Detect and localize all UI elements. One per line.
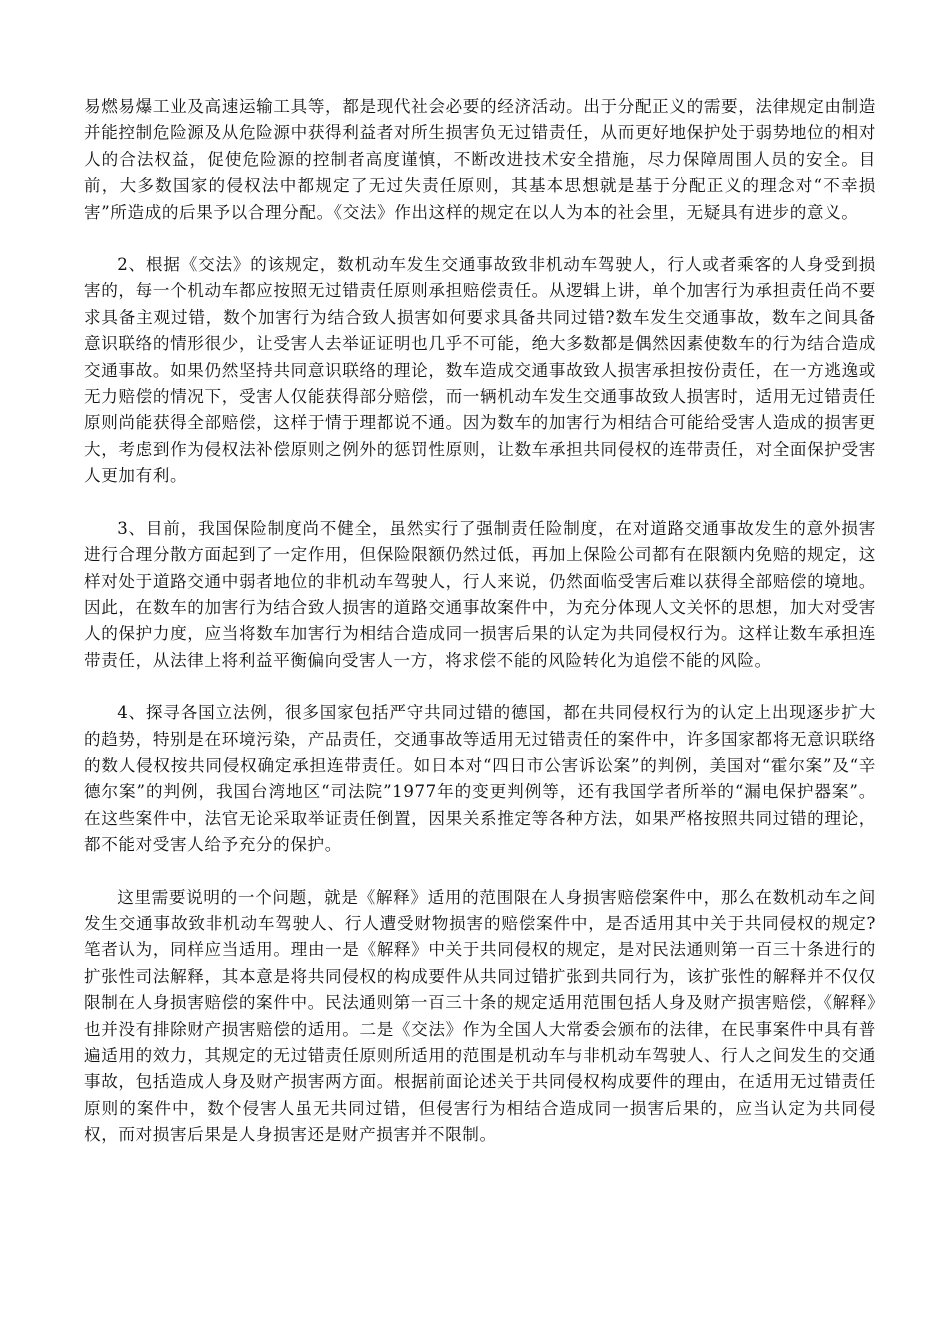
paragraph-continuation: 易燃易爆工业及高速运输工具等，都是现代社会必要的经济活动。出于分配正义的需要，法律规定由制造并能控制危险源及从危险源中获得利益者对所生损害负无过错责任，从而更好地保护处于弱势地位的相对人的合法权益，促使危险源的控制者高度谨慎，不断改进技术安全措施，尽力保障周围人员的安全。目前，大多数国家的侵权法中都规定了无过失责任原则，其基本思想就是基于分配正义的理念对“不幸损害”所造成的后果予以合理分配。《交法》作出这样的规定在以人为本的社会里，无疑具有进步的意义。 <box>84 97 876 222</box>
paragraph-point-3: 3、目前，我国保险制度尚不健全，虽然实行了强制责任险制度，在对道路交通事故发生的意外损害进行合理分散方面起到了一定作用，但保险限额仍然过低，再加上保险公司都有在限额内免赔的规定，这样对处于道路交通中弱者地位的非机动车驾驶人，行人来说，仍然面临受害后难以获得全部赔偿的境地。因此，在数车的加害行为结合致人损害的道路交通事故案件中，为充分体现人文关怀的思想，加大对受害人的保护力度，应当将数车加害行为相结合造成同一损害后果的认定为共同侵权行为。这样让数车承担连带责任，从法律上将利益平衡偏向受害人一方，将求偿不能的风险转化为追偿不能的风险。 <box>84 518 876 670</box>
paragraph-point-4: 4、探寻各国立法例，很多国家包括严守共同过错的德国，都在共同侵权行为的认定上出现逐步扩大的趋势，特别是在环境污染，产品责任，交通事故等适用无过错责任的案件中，许多国家都将无意识联络的数人侵权按共同侵权确定承担连带责任。如日本对“四日市公害诉讼案”的判例，美国对“霍尔案”及“辛德尔案”的判例，我国台湾地区“司法院”1977年的变更判例等，还有我国学者所举的“漏电保护器案”。在这些案件中，法官无论采取举证责任倒置，因果关系推定等各种方法，如果严格按照共同过错的理论，都不能对受害人给予充分的保护。 <box>84 703 876 855</box>
paragraph-scope-note: 这里需要说明的一个问题，就是《解释》适用的范围限在人身损害赔偿案件中，那么在数机动车之间发生交通事故致非机动车驾驶人、行人遭受财物损害的赔偿案件中，是否适用其中关于共同侵权的规定?笔者认为，同样应当适用。理由一是《解释》中关于共同侵权的规定，是对民法通则第一百三十条进行的扩张性司法解释，其本意是将共同侵权的构成要件从共同过错扩张到共同行为，该扩张性的解释并不仅仅限制在人身损害赔偿的案件中。民法通则第一百三十条的规定适用范围包括人身及财产损害赔偿，《解释》也并没有排除财产损害赔偿的适用。二是《交法》作为全国人大常委会颁布的法律，在民事案件中具有普遍适用的效力，其规定的无过错责任原则所适用的范围是机动车与非机动车驾驶人、行人之间发生的交通事故，包括造成人身及财产损害两方面。根据前面论述关于共同侵权构成要件的理由，在适用无过错责任原则的案件中，数个侵害人虽无共同过错，但侵害行为相结合造成同一损害后果的，应当认定为共同侵权，而对损害后果是人身损害还是财产损害并不限制。 <box>84 887 876 1145</box>
paragraph-point-2: 2、根据《交法》的该规定，数机动车发生交通事故致非机动车驾驶人，行人或者乘客的人身受到损害的，每一个机动车都应按照无过错责任原则承担赔偿责任。从逻辑上讲，单个加害行为承担责任尚不要求具备主观过错，数个加害行为结合致人损害如何要求具备共同过错?数车发生交通事故，数车之间具备意识联络的情形很少，让受害人去举证证明也几乎不可能，绝大多数都是偶然因素使数车的行为结合造成交通事故。如果仍然坚持共同意识联络的理论，数车造成交通事故致人损害承担按份责任，在一方逃逸或无力赔偿的情况下，受害人仅能获得部分赔偿，而一辆机动车发生交通事故致人损害时，适用无过错责任原则尚能获得全部赔偿，这样于情于理都说不通。因为数车的加害行为相结合可能给受害人造成的损害更大，考虑到作为侵权法补偿原则之例外的惩罚性原则，让数车承担共同侵权的连带责任，对全面保护受害人更加有利。 <box>84 255 876 486</box>
document-body <box>84 94 876 1175</box>
